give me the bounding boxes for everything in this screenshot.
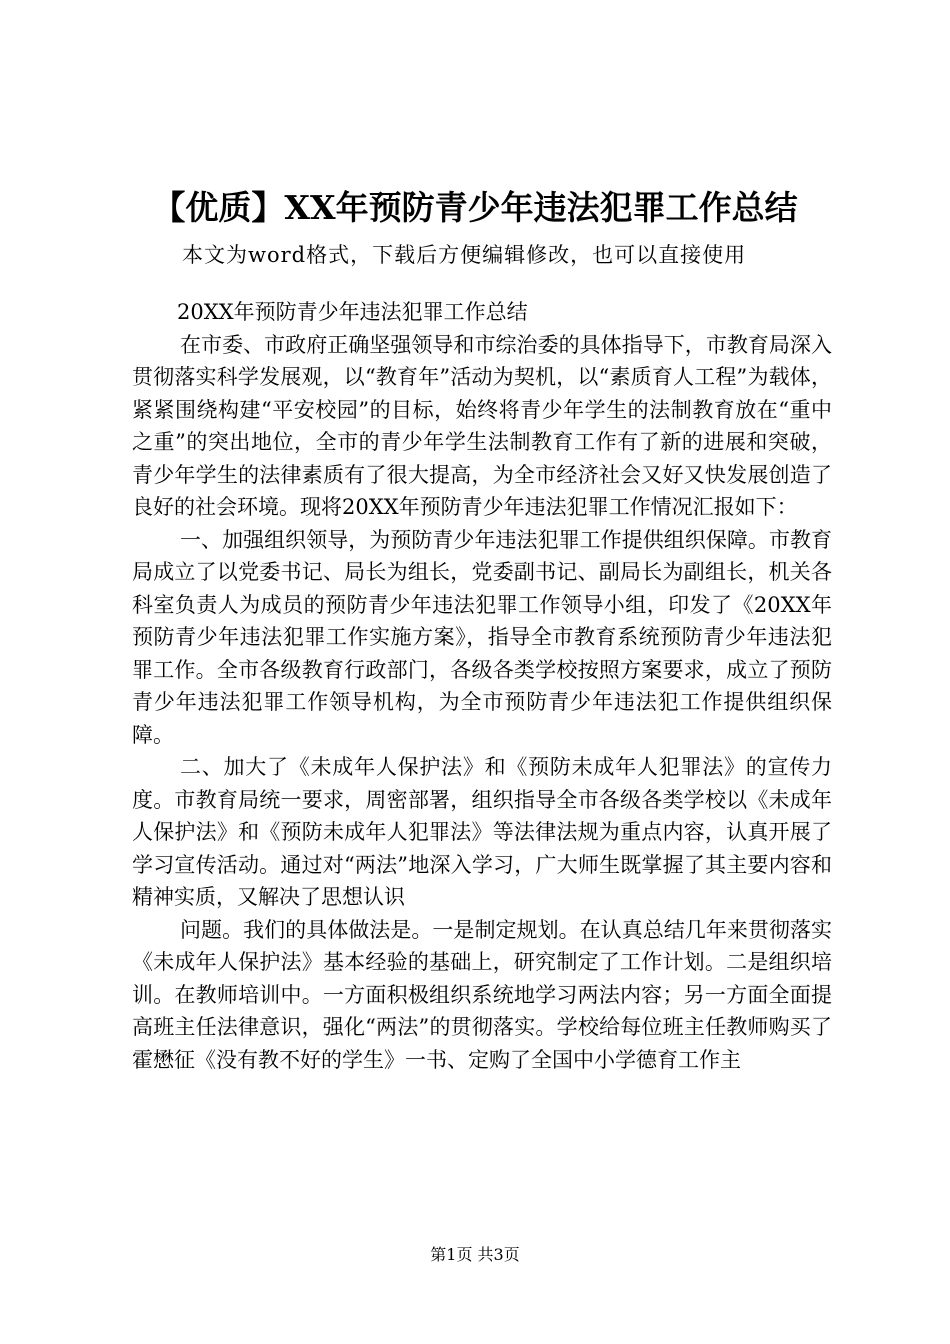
paragraph-practices: 问题。我们的具体做法是。一是制定规划。在认真总结几年来贯彻落实《未成年人保护法》基本经验的基础上，研究制定了工作计划。二是组织培训。在教师培训中。一方面积极组织系统地学习两法内容；另一方面全面提高班主任法律意识，强化“两法”的贯彻落实。学校给每位班主任教师购买了霍懋征《没有教不好的学生》一书、定购了全国中小学德育工作主 [132, 917, 832, 1072]
document-body [132, 296, 832, 1076]
page-footer: 第1页 共3页 [430, 1245, 520, 1264]
paragraph-organization: 一、加强组织领导，为预防青少年违法犯罪工作提供组织保障。市教育局成立了以党委书记、局长为组长，党委副书记、副局长为副组长，机关各科室负责人为成员的预防青少年违法犯罪工作领导小组，印发了《20XX年预防青少年违法犯罪工作实施方案》，指导全市教育系统预防青少年违法犯罪工作。全市各级教育行政部门，各级各类学校按照方案要求，成立了预防青少年违法犯罪工作领导机构，为全市预防青少年违法犯工作提供组织保障。 [132, 527, 832, 747]
document-subtitle: 本文为word格式，下载后方便编辑修改，也可以直接使用 [182, 243, 747, 267]
paragraph-intro: 在市委、市政府正确坚强领导和市综治委的具体指导下，市教育局深入贯彻落实科学发展观，以“教育年”活动为契机，以“素质育人工程”为载体，紧紧围绕构建“平安校园”的目标，始终将青少年学生的法制教育放在“重中之重”的突出地位，全市的青少年学生法制教育工作有了新的进展和突破，青少年学生的法律素质有了很大提高，为全市经济社会又好又快发展创造了良好的社会环境。现将20XX年预防青少年违法犯罪工作情况汇报如下： [132, 332, 832, 519]
paragraph-publicity: 二、加大了《未成年人保护法》和《预防未成年人犯罪法》的宣传力度。市教育局统一要求，周密部署，组织指导全市各级各类学校以《未成年人保护法》和《预防未成年人犯罪法》等法律法规为重点内容，认真开展了学习宣传活动。通过对“两法”地深入学习，广大师生既掌握了其主要内容和精神实质，又解决了思想认识 [132, 755, 832, 909]
section-heading: 20XX年预防青少年违法犯罪工作总结 [177, 300, 528, 324]
document-title: 【优质】XX年预防青少年违法犯罪工作总结 [152, 188, 798, 227]
